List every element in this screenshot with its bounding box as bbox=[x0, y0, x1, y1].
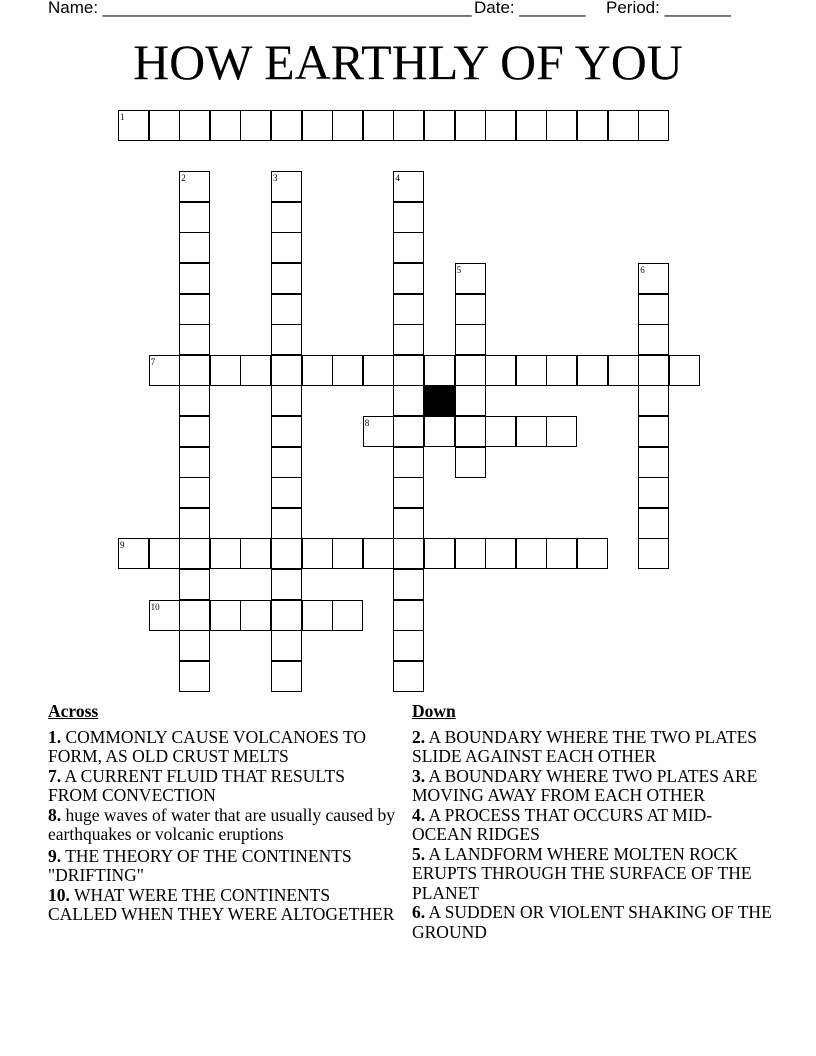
grid-cell[interactable] bbox=[210, 355, 241, 386]
grid-cell[interactable] bbox=[210, 110, 241, 141]
grid-cell[interactable] bbox=[455, 294, 486, 325]
grid-cell[interactable] bbox=[455, 447, 486, 478]
grid-cell[interactable] bbox=[577, 355, 608, 386]
clue-number-5: 5 bbox=[456, 265, 462, 275]
clue-number-9: 9 bbox=[120, 540, 125, 551]
across-clue-1: 1. COMMONLY CAUSE VOLCANOES TO FORM, AS OLD CRUST MELTS bbox=[48, 726, 366, 766]
grid-cell[interactable] bbox=[485, 110, 516, 141]
across-clue-8: 8. huge waves of water that are usually caused by earthquakes or volcanic eruptions bbox=[48, 804, 395, 844]
grid-cell[interactable] bbox=[546, 416, 577, 447]
grid-cell[interactable] bbox=[271, 538, 302, 569]
grid-cell[interactable] bbox=[393, 355, 424, 386]
grid-cell[interactable] bbox=[393, 477, 424, 508]
grid-cell[interactable] bbox=[638, 294, 669, 325]
grid-cell[interactable] bbox=[271, 477, 302, 508]
grid-cell[interactable] bbox=[179, 202, 210, 233]
across-clue-10: 10. WHAT WERE THE CONTINENTS CALLED WHEN THEY WERE ALTOGETHER bbox=[48, 884, 395, 924]
grid-cell[interactable] bbox=[271, 324, 302, 355]
grid-cell[interactable] bbox=[638, 508, 669, 539]
grid-cell[interactable] bbox=[393, 385, 424, 416]
grid-cell[interactable] bbox=[210, 600, 241, 631]
across-heading: Across bbox=[48, 701, 99, 721]
grid-cell[interactable] bbox=[332, 110, 363, 141]
grid-cell[interactable] bbox=[271, 661, 302, 692]
grid-cell[interactable] bbox=[210, 538, 241, 569]
grid-cell[interactable] bbox=[638, 385, 669, 416]
grid-cell[interactable] bbox=[393, 110, 424, 141]
across-clue-9: 9. THE THEORY OF THE CONTINENTS "DRIFTING" bbox=[48, 845, 352, 885]
grid-cell[interactable] bbox=[455, 110, 486, 141]
grid-cell[interactable] bbox=[332, 600, 363, 631]
grid-cell[interactable] bbox=[179, 447, 210, 478]
grid-cell[interactable] bbox=[577, 110, 608, 141]
down-heading: Down bbox=[412, 701, 456, 721]
grid-cell[interactable] bbox=[638, 416, 669, 447]
grid-cell[interactable] bbox=[179, 232, 210, 263]
clue-number-8: 8 bbox=[364, 418, 370, 428]
clue-number-4: 4 bbox=[395, 173, 400, 184]
grid-cell[interactable] bbox=[240, 355, 271, 386]
grid-cell[interactable] bbox=[179, 569, 210, 600]
down-clue-6: 6. A SUDDEN OR VIOLENT SHAKING OF THE GROUND bbox=[412, 902, 772, 942]
grid-cell[interactable] bbox=[271, 569, 302, 600]
grid-cell[interactable] bbox=[516, 538, 547, 569]
down-clues bbox=[412, 702, 772, 942]
date-field: Date: _______ bbox=[474, 0, 586, 17]
name-field: Name: _______________________________________ bbox=[48, 0, 472, 17]
clue-number-2: 2 bbox=[181, 173, 186, 184]
grid-cell[interactable] bbox=[638, 447, 669, 478]
grid-cell[interactable] bbox=[179, 538, 210, 569]
grid-cell[interactable] bbox=[271, 294, 302, 325]
grid-cell[interactable] bbox=[608, 110, 639, 141]
grid-cell[interactable] bbox=[485, 538, 516, 569]
grid-cell[interactable] bbox=[455, 385, 486, 416]
across-clues bbox=[48, 702, 398, 925]
grid-cell[interactable] bbox=[424, 110, 455, 141]
grid-cell[interactable] bbox=[638, 538, 669, 569]
grid-cell[interactable] bbox=[393, 661, 424, 692]
grid-cell[interactable] bbox=[240, 538, 271, 569]
grid-cell[interactable] bbox=[608, 355, 639, 386]
grid-cell[interactable] bbox=[179, 630, 210, 661]
down-clue-5: 5. A LANDFORM WHERE MOLTEN ROCK ERUPTS THROUGH THE SURFACE OF THE PLANET bbox=[412, 843, 752, 903]
grid-cell[interactable] bbox=[271, 263, 302, 294]
grid-cell[interactable] bbox=[179, 263, 210, 294]
grid-cell[interactable] bbox=[393, 202, 424, 233]
black-cell bbox=[424, 385, 455, 416]
grid-cell[interactable] bbox=[240, 600, 271, 631]
grid-cell[interactable] bbox=[424, 355, 455, 386]
clue-number-10: 10 bbox=[150, 601, 160, 612]
grid-cell[interactable] bbox=[271, 355, 302, 386]
grid-cell[interactable] bbox=[179, 355, 210, 386]
grid-cell[interactable] bbox=[302, 538, 333, 569]
grid-cell[interactable] bbox=[669, 355, 700, 386]
grid-cell[interactable] bbox=[271, 630, 302, 661]
grid-cell[interactable] bbox=[332, 538, 363, 569]
grid-cell[interactable] bbox=[485, 355, 516, 386]
grid-cell[interactable] bbox=[455, 538, 486, 569]
grid-cell[interactable] bbox=[271, 202, 302, 233]
grid-cell[interactable] bbox=[393, 538, 424, 569]
grid-cell[interactable] bbox=[516, 355, 547, 386]
clue-number-6: 6 bbox=[640, 265, 645, 275]
grid-cell[interactable] bbox=[179, 324, 210, 355]
page-title: HOW EARTHLY OF YOU bbox=[133, 34, 683, 90]
grid-cell[interactable] bbox=[363, 355, 394, 386]
grid-cell[interactable] bbox=[363, 538, 394, 569]
grid-cell[interactable] bbox=[393, 324, 424, 355]
grid-cell[interactable] bbox=[393, 416, 424, 447]
across-clue-7: 7. A CURRENT FLUID THAT RESULTS FROM CONVECTION bbox=[48, 765, 345, 805]
grid-cell[interactable] bbox=[179, 385, 210, 416]
grid-cell[interactable] bbox=[546, 538, 577, 569]
grid-cell[interactable] bbox=[271, 232, 302, 263]
grid-cell[interactable] bbox=[179, 477, 210, 508]
grid-cell[interactable] bbox=[424, 416, 455, 447]
grid-cell[interactable] bbox=[455, 324, 486, 355]
grid-cell[interactable] bbox=[393, 630, 424, 661]
grid-cell[interactable] bbox=[332, 355, 363, 386]
clue-number-3: 3 bbox=[273, 173, 278, 184]
grid-cell[interactable] bbox=[271, 447, 302, 478]
grid-cell[interactable] bbox=[179, 600, 210, 631]
grid-cell[interactable] bbox=[424, 538, 455, 569]
down-clue-2: 2. A BOUNDARY WHERE THE TWO PLATES SLIDE AGAINST EACH OTHER bbox=[412, 726, 758, 766]
grid-cell[interactable] bbox=[393, 600, 424, 631]
grid-cell[interactable] bbox=[271, 508, 302, 539]
clue-number-1: 1 bbox=[120, 112, 125, 122]
down-clue-3: 3. A BOUNDARY WHERE TWO PLATES ARE MOVING AWAY FROM EACH OTHER bbox=[412, 765, 758, 805]
down-clue-4: 4. A PROCESS THAT OCCURS AT MID-OCEAN RIDGES bbox=[412, 804, 713, 844]
grid-cell[interactable] bbox=[393, 263, 424, 294]
grid-cell[interactable] bbox=[638, 355, 669, 386]
grid-cell[interactable] bbox=[455, 416, 486, 447]
grid-cell[interactable] bbox=[271, 110, 302, 141]
grid-cell[interactable] bbox=[271, 416, 302, 447]
grid-cell[interactable] bbox=[516, 110, 547, 141]
grid-cell[interactable] bbox=[271, 385, 302, 416]
grid-cell[interactable] bbox=[302, 355, 333, 386]
grid-cell[interactable] bbox=[179, 416, 210, 447]
grid-cell[interactable] bbox=[577, 538, 608, 569]
grid-cell[interactable] bbox=[546, 355, 577, 386]
grid-cell[interactable] bbox=[302, 110, 333, 141]
grid-cell[interactable] bbox=[149, 110, 180, 141]
grid-cell[interactable] bbox=[485, 416, 516, 447]
grid-cell[interactable] bbox=[516, 416, 547, 447]
grid-cell[interactable] bbox=[638, 324, 669, 355]
grid-cell[interactable] bbox=[179, 110, 210, 141]
grid-cell[interactable] bbox=[455, 355, 486, 386]
grid-cell[interactable] bbox=[179, 661, 210, 692]
grid-cell[interactable] bbox=[393, 508, 424, 539]
grid-cell[interactable] bbox=[393, 294, 424, 325]
period-field: Period: _______ bbox=[606, 0, 731, 17]
grid-cell[interactable] bbox=[179, 294, 210, 325]
grid-cell[interactable] bbox=[393, 569, 424, 600]
grid-cell[interactable] bbox=[546, 110, 577, 141]
grid-cell[interactable] bbox=[363, 110, 394, 141]
grid-cell[interactable] bbox=[179, 508, 210, 539]
grid-cell[interactable] bbox=[149, 538, 180, 569]
grid-cell[interactable] bbox=[393, 232, 424, 263]
grid-cell[interactable] bbox=[393, 447, 424, 478]
grid-cell[interactable] bbox=[638, 477, 669, 508]
grid-cell[interactable] bbox=[271, 600, 302, 631]
grid-cell[interactable] bbox=[638, 110, 669, 141]
grid-cell[interactable] bbox=[240, 110, 271, 141]
grid-cell[interactable] bbox=[302, 600, 333, 631]
clue-number-7: 7 bbox=[150, 356, 156, 367]
